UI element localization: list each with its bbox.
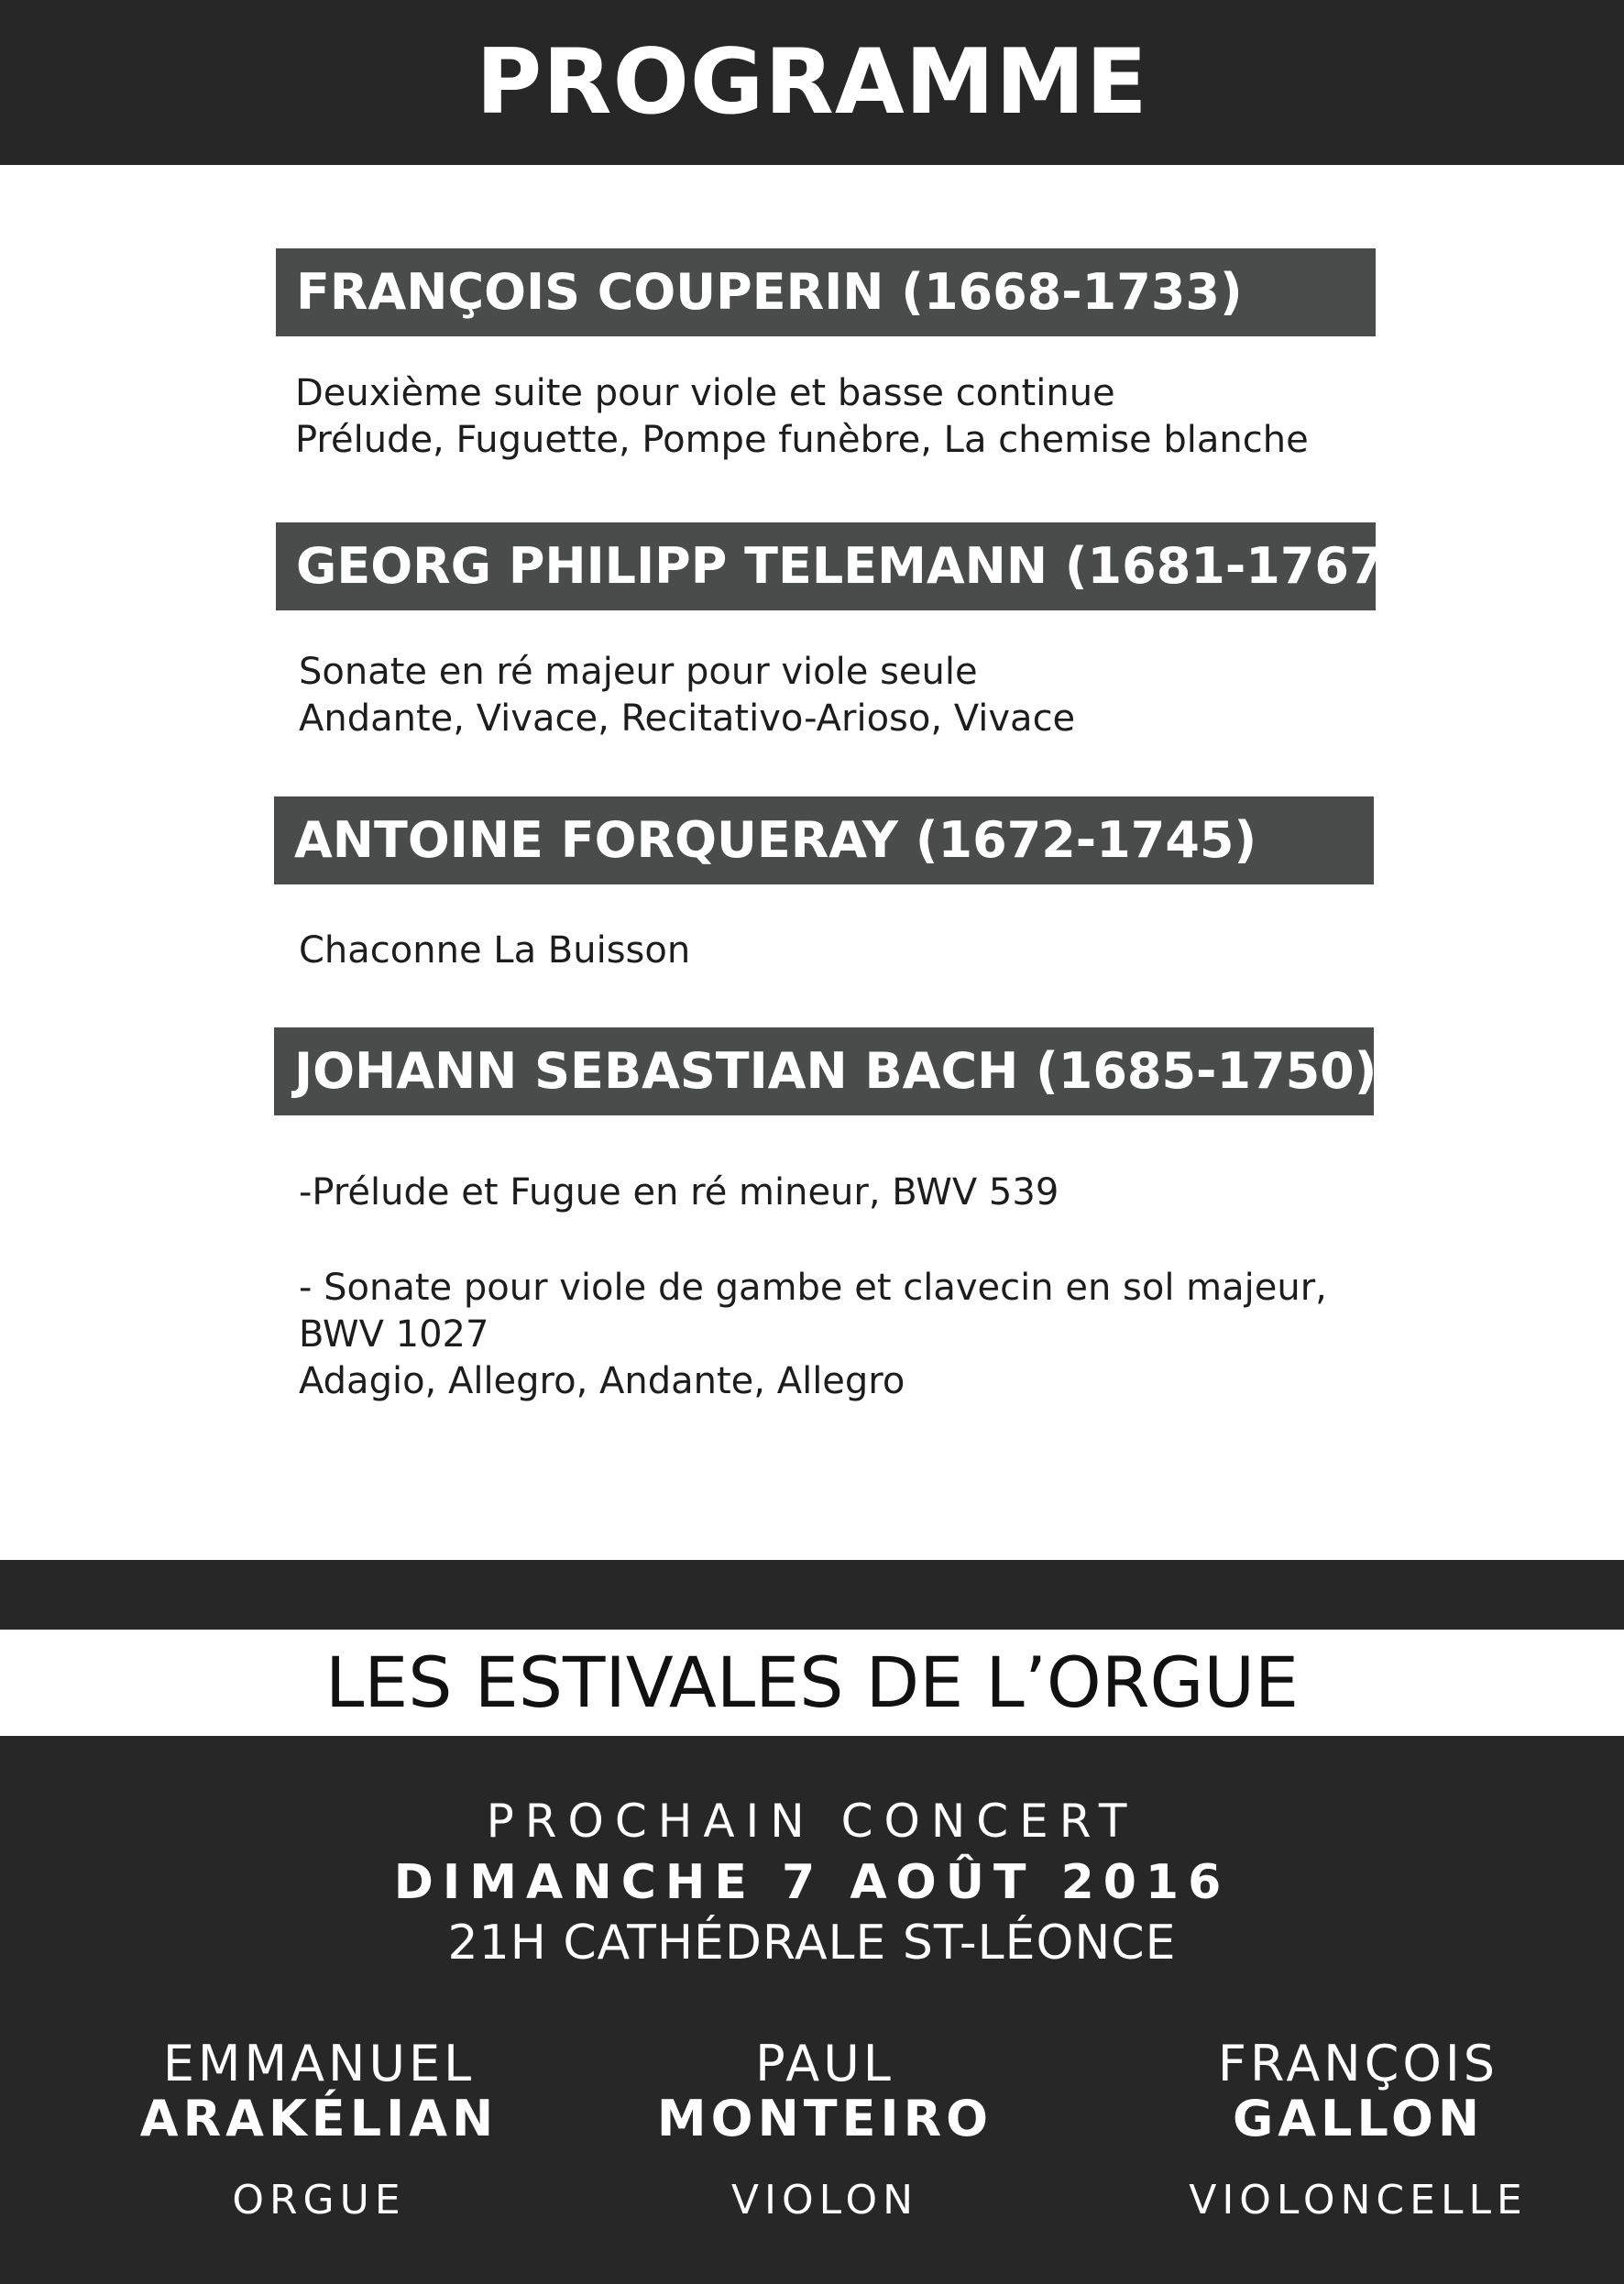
artist-role: ORGUE [232,2177,406,2224]
artist-last-name: MONTEIRO [656,2090,993,2147]
work-line: Sonate en ré majeur pour viole seule [299,651,978,693]
artist-first-name: EMMANUEL [162,2035,476,2092]
work-line: Andante, Vivace, Recitativo-Arioso, Vivace [299,697,1076,740]
composer-heading-forqueray: ANTOINE FORQUERAY (1672-1745) [274,796,1374,884]
festival-title: LES ESTIVALES DE L’ORGUE [324,1642,1300,1723]
composer-heading-bach: JOHANN SEBASTIAN BACH (1685-1750) [274,1027,1374,1115]
work-line: Adagio, Allegro, Andante, Allegro [299,1360,905,1402]
work-line: -Prélude et Fugue en ré mineur, BWV 539 [299,1171,1059,1213]
artist-last-name: GALLON [1232,2090,1485,2147]
works-couperin [295,370,1309,464]
next-concert-label: PROCHAIN CONCERT [486,1795,1138,1848]
composer-heading-telemann: GEORG PHILIPP TELEMANN (1681-1767) [276,522,1376,610]
work-line: Chaconne La Buisson [299,929,691,972]
artist-organ [81,2037,557,2224]
works-telemann [299,649,1075,742]
artist-first-name: PAUL [755,2035,894,2092]
next-concert-date: DIMANCHE 7 AOÛT 2016 [393,1855,1231,1910]
work-line: - Sonate pour viole de gambe et clavecin en sol majeur, [299,1267,1327,1309]
work-line: Prélude, Fuguette, Pompe funèbre, La chemise blanche [295,419,1309,461]
artist-first-name: FRANÇOIS [1217,2035,1499,2092]
artist-role: VIOLONCELLE [1189,2177,1528,2224]
next-concert-place: 21H CATHÉDRALE ST-LÉONCE [447,1916,1177,1971]
artist-violin [587,2037,1063,2224]
work-line: Deuxième suite pour viole et basse continue [295,372,1115,414]
artist-cello [1120,2037,1597,2224]
artist-last-name: ARAKÉLIAN [139,2090,499,2147]
works-bach [299,1169,1327,1405]
page-title: PROGRAMME [476,30,1148,135]
work-line: BWV 1027 [299,1313,489,1356]
works-forqueray [299,928,690,974]
composer-heading-couperin: FRANÇOIS COUPERIN (1668-1733) [276,248,1376,336]
artist-role: VIOLON [730,2177,919,2224]
